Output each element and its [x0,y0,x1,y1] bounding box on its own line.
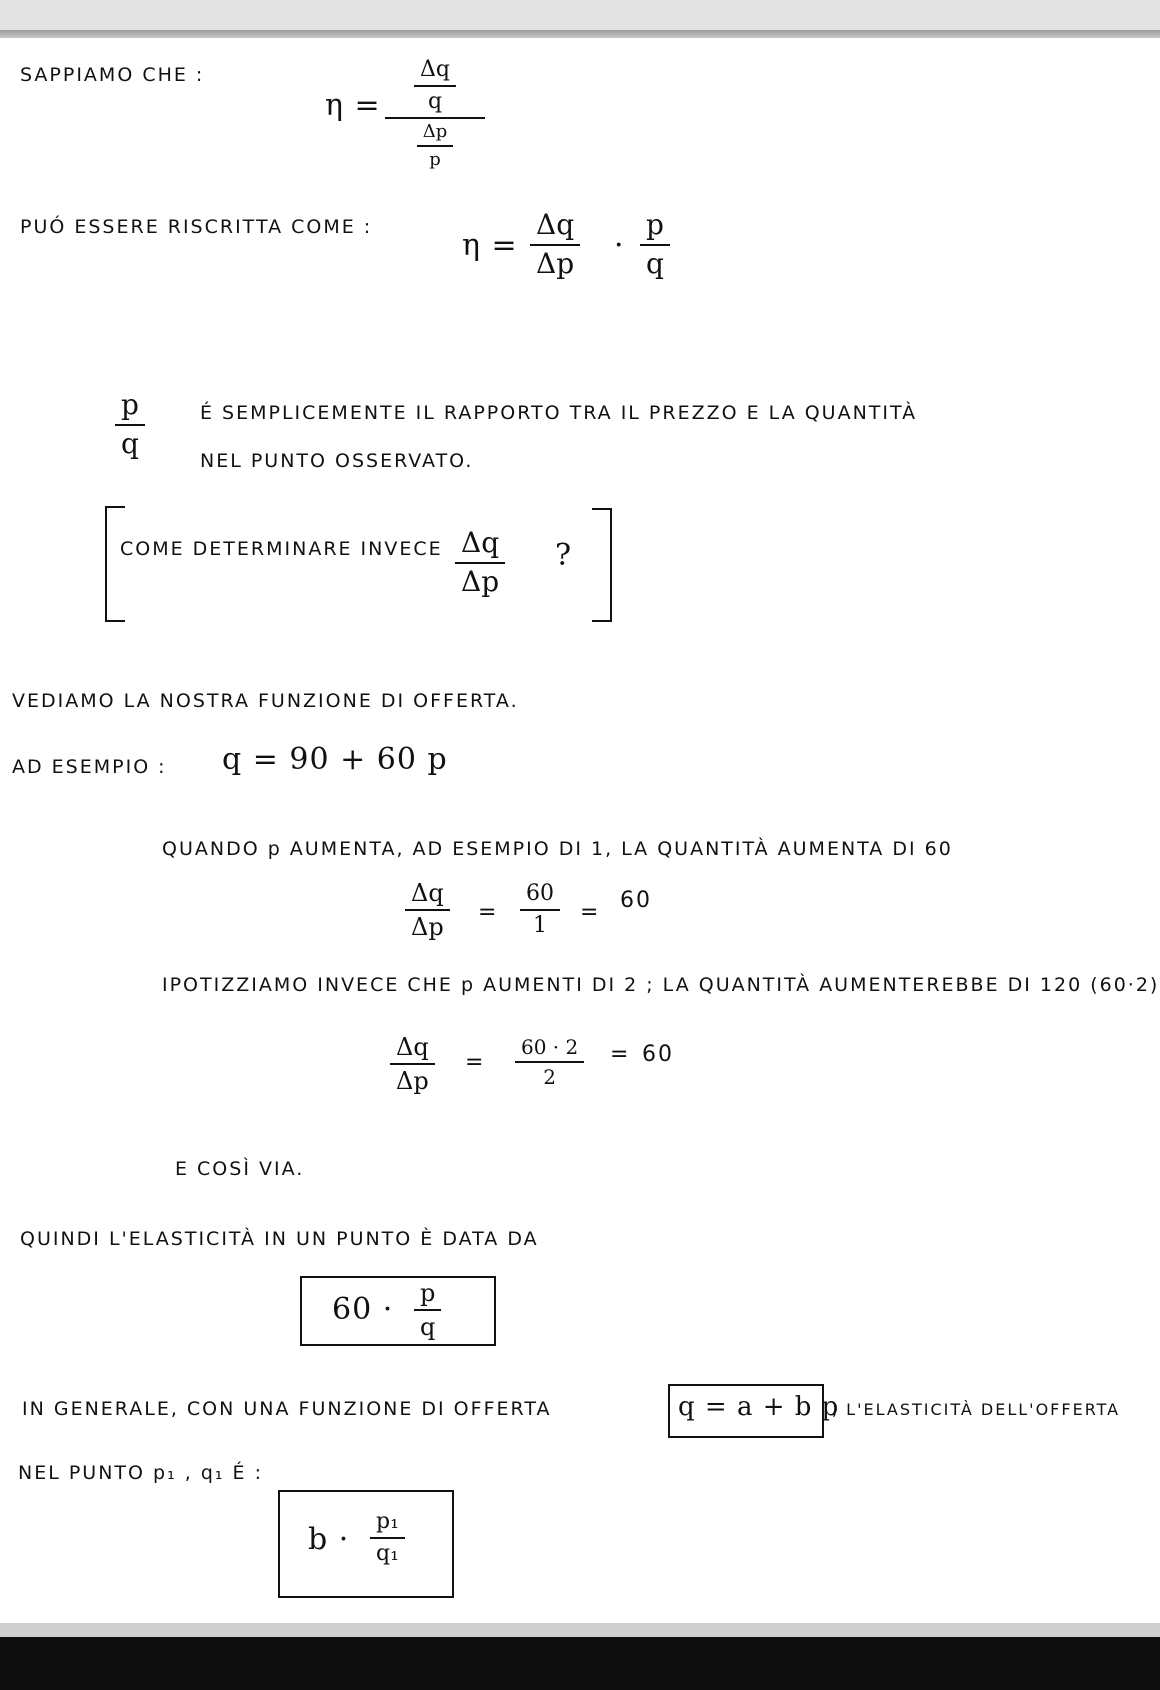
eta-label: η = [325,88,381,123]
main-fraction-bar [385,117,485,119]
example2-result: 60 [642,1042,674,1067]
general-supply-box [668,1384,840,1438]
general-elasticity-text: , L'ELASTICITÀ DELL'OFFERTA [832,1400,1121,1419]
example2-dq-dp: Δq Δp [390,1034,435,1095]
b-coefficient: b · [308,1522,350,1557]
elasticity-ratio-formula [385,58,485,170]
multiply-dot: · [614,228,625,263]
general-case-text: IN GENERALE, CON UNA FUNZIONE DI OFFERTA [22,1398,552,1420]
example-label: AD ESEMPIO : [12,756,167,778]
result-p-over-q: p q [414,1280,441,1341]
relative-quantity-change: $\frac{\Delta q}{q}$ [414,58,456,114]
dq-over-dp-fraction: Δq Δp [530,210,580,280]
notes-page [0,38,1160,1623]
supply-function-intro: VEDIAMO LA NOSTRA FUNZIONE DI OFFERTA. [12,690,519,712]
example1-equals-2: = [580,900,601,925]
example2-equals-1: = [465,1050,486,1075]
eta-label-2: η = [462,228,518,263]
p1-over-q1: p₁ q₁ [370,1510,405,1566]
example2-120-over-2: 60 · 2 2 [515,1036,584,1088]
general-supply-equation: q = a + b p [678,1392,840,1422]
example-increase-2: IPOTIZZIAMO INVECE CHE p AUMENTI DI 2 ; LA QUANTITÀ AUMENTEREBBE DI 120 (60·2) [162,974,1160,996]
scan-top-edge [0,30,1160,38]
scan-top-margin [0,0,1160,32]
relative-price-change: $\frac{\Delta p}{p}$ [417,122,454,170]
example-increase-1: QUANDO p AUMENTA, AD ESEMPIO DI 1, LA QUANTITÀ AUMENTA DI 60 [162,838,953,860]
p-over-q-fraction: p q [640,210,670,280]
scan-bottom-margin [0,1623,1160,1637]
ratio-explanation-line1: É SEMPLICEMENTE IL RAPPORTO TRA IL PREZZO E LA QUANTITÀ [200,402,918,424]
supply-example-equation: q = 90 + 60 p [222,742,448,777]
example2-equals-2: = [610,1042,631,1067]
p-over-q-term: p q [115,390,145,460]
right-bracket [592,508,612,622]
ratio-explanation-line2: NEL PUNTO OSSERVATO. [200,450,474,472]
example1-equals-1: = [478,900,499,925]
example1-result: 60 [620,888,652,913]
point-text: NEL PUNTO p₁ , q₁ É : [18,1462,263,1484]
intro-text: SAPPIAMO CHE : [20,64,205,86]
general-elasticity-box [278,1490,454,1598]
scan-bottom-edge [0,1637,1160,1690]
question-text: COME DETERMINARE INVECE [120,538,443,560]
and-so-on: E COSÌ VIA. [175,1158,305,1180]
left-bracket [105,506,125,622]
question-mark: ? [555,538,573,573]
conclusion-text: QUINDI L'ELASTICITÀ IN UN PUNTO È DATA DA [20,1228,539,1250]
example1-dq-dp: Δq Δp [405,880,450,941]
elasticity-result-box [300,1276,496,1346]
result-coefficient: 60 · [332,1292,394,1327]
example1-60-over-1: 60 1 [520,882,560,938]
rewrite-text: PUÓ ESSERE RISCRITTA COME : [20,216,373,238]
question-dq-dp: Δq Δp [455,528,505,598]
